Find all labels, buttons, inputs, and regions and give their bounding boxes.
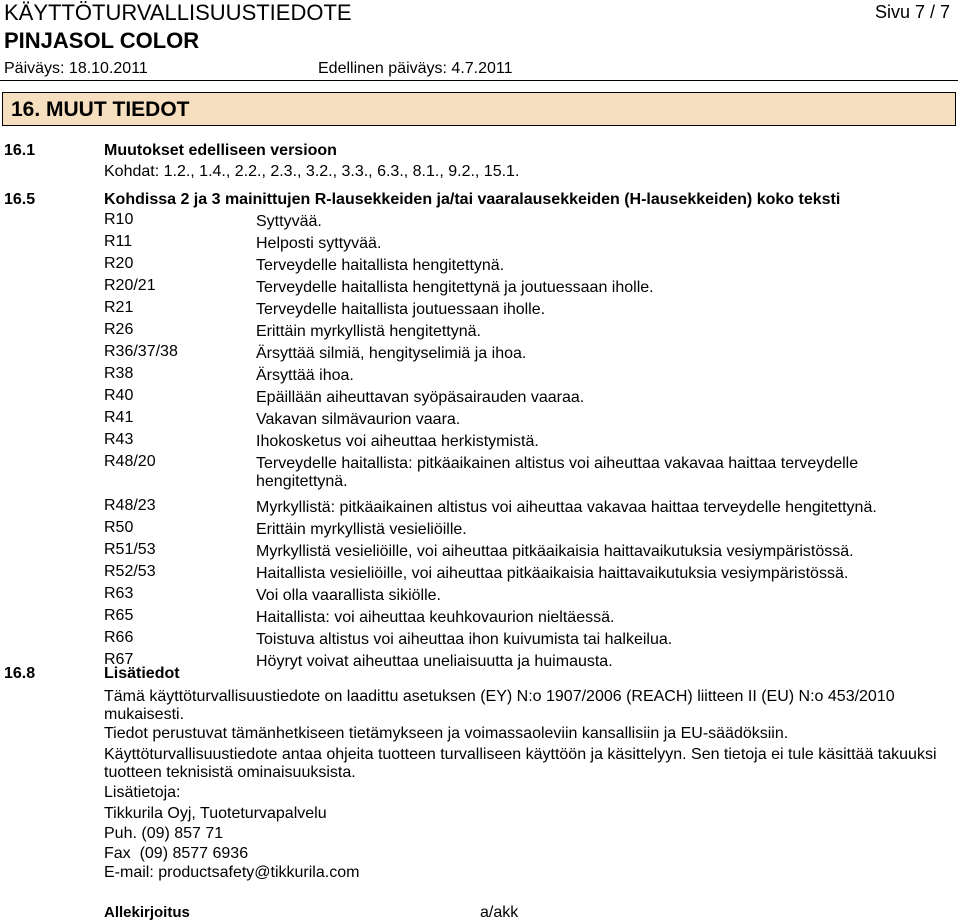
r-phrase-text: Myrkyllistä: pitkäaikainen altistus voi aiheuttaa vakavaa haittaa terveydelle hengitettynä. <box>256 499 877 516</box>
r-phrase-code: R20 <box>104 255 134 272</box>
r-phrase-code: R11 <box>104 233 133 250</box>
signature-label: Allekirjoitus <box>104 904 190 921</box>
r-phrase-code: R41 <box>104 409 134 426</box>
page-number: Sivu 7 / 7 <box>874 2 950 22</box>
r-phrase-code: R10 <box>104 211 134 228</box>
r-phrase-text: Haitallista vesieliöille, voi aiheuttaa pitkäaikaisia haittavaikutuksia vesiympäristössä. <box>256 565 849 582</box>
r-phrase-text: Epäillään aiheuttavan syöpäsairauden vaaraa. <box>256 389 585 406</box>
r-phrase-text: Helposti syttyvää. <box>256 235 382 252</box>
r-phrase-text: Erittäin myrkyllistä hengitettynä. <box>256 323 481 340</box>
contact-label: Lisätietoja: <box>104 784 181 801</box>
r-phrase-code: R36/37/38 <box>104 343 178 360</box>
r-phrase-code: R48/23 <box>104 497 156 514</box>
r-phrase-text: Ihokosketus voi aiheuttaa herkistymistä. <box>256 433 539 450</box>
r-phrase-code: R66 <box>104 629 134 646</box>
r-phrase-code: R38 <box>104 365 134 382</box>
usage-disclaimer: Käyttöturvallisuustiedote antaa ohjeita tuotteen turvalliseen käyttöön ja käsittelyyn. Sen tietoja ei tule käsittää takuuksi tuotteen teknisistä ominaisuuksista. <box>104 746 937 781</box>
document-type: KÄYTTÖTURVALLISUUSTIEDOTE <box>4 0 352 25</box>
r-phrase-text: Erittäin myrkyllistä vesieliöille. <box>256 521 467 538</box>
r-phrase-code: R63 <box>104 585 134 602</box>
r-phrase-text: Vakavan silmävaurion vaara. <box>256 411 461 428</box>
r-phrase-code: R40 <box>104 387 134 404</box>
r-phrase-code: R26 <box>104 321 134 338</box>
knowledge-statement: Tiedot perustuvat tämänhetkiseen tietämykseen ja voimassaoleviin kansallisiin ja EU-säädöksiin. <box>104 725 789 742</box>
section-heading-band <box>2 92 956 126</box>
r-phrase-text: Myrkyllistä vesieliöille, voi aiheuttaa pitkäaikaisia haittavaikutuksia vesiympäristössä. <box>256 543 854 560</box>
r-phrase-code: R48/20 <box>104 453 156 470</box>
section-title: 16. MUUT TIEDOT <box>11 98 190 121</box>
r-phrase-text: Ärsyttää ihoa. <box>256 367 354 384</box>
header-divider <box>0 80 958 81</box>
r-phrase-text: Voi olla vaarallista sikiölle. <box>256 587 441 604</box>
changed-sections: Kohdat: 1.2., 1.4., 2.2., 2.3., 3.2., 3.3., 6.3., 8.1., 9.2., 15.1. <box>104 163 520 180</box>
r-phrase-code: R20/21 <box>104 277 156 294</box>
subsection-title-16-8: Lisätiedot <box>104 665 180 682</box>
r-phrase-text: Haitallista: voi aiheuttaa keuhkovaurion nieltäessä. <box>256 609 615 626</box>
product-name: PINJASOL COLOR <box>4 28 200 53</box>
company-name: Tikkurila Oyj, Tuoteturvapalvelu <box>104 805 327 822</box>
r-phrase-text: Toistuva altistus voi aiheuttaa ihon kuivumista tai halkeilua. <box>256 631 673 648</box>
contact-email[interactable]: E-mail: productsafety@tikkurila.com <box>104 864 360 881</box>
r-phrase-text: Terveydelle haitallista hengitettynä. <box>256 257 505 274</box>
r-phrase-code: R67 <box>104 651 134 668</box>
r-phrase-code: R52/53 <box>104 563 156 580</box>
previous-date: Edellinen päiväys: 4.7.2011 <box>318 60 513 77</box>
subsection-number-16-1: 16.1 <box>4 142 36 159</box>
subsection-title-16-5: Kohdissa 2 ja 3 mainittujen R-lausekkeiden ja/tai vaaralausekkeiden (H-lausekkeiden) koko teksti <box>104 191 841 208</box>
regulation-statement: Tämä käyttöturvallisuustiedote on laadittu asetuksen (EY) N:o 1907/2006 (REACH) liitteen II (EU) N:o 453/2010 mukaisesti. <box>104 688 895 723</box>
r-phrase-text: Terveydelle haitallista: pitkäaikainen altistus voi aiheuttaa vakavaa haittaa terveydelle hengitettynä. <box>256 455 859 490</box>
r-phrase-text: Terveydelle haitallista joutuessaan iholle. <box>256 301 546 318</box>
subsection-number-16-8: 16.8 <box>4 665 36 682</box>
fax-number: Fax (09) 8577 6936 <box>104 845 249 862</box>
issue-date: Päiväys: 18.10.2011 <box>4 60 148 77</box>
r-phrase-text: Ärsyttää silmiä, hengityselimiä ja ihoa. <box>256 345 527 362</box>
r-phrase-code: R21 <box>104 299 134 316</box>
r-phrase-code: R65 <box>104 607 134 624</box>
r-phrase-text: Syttyvää. <box>256 213 322 230</box>
r-phrase-code: R43 <box>104 431 134 448</box>
signature-value: a/akk <box>480 904 519 921</box>
subsection-title-16-1: Muutokset edelliseen versioon <box>104 142 337 159</box>
r-phrase-text: Höyryt voivat aiheuttaa uneliaisuutta ja huimausta. <box>256 653 613 670</box>
r-phrase-code: R50 <box>104 519 134 536</box>
r-phrase-text: Terveydelle haitallista hengitettynä ja joutuessaan iholle. <box>256 279 654 296</box>
subsection-number-16-5: 16.5 <box>4 191 36 208</box>
r-phrase-code: R51/53 <box>104 541 156 558</box>
phone-number: Puh. (09) 857 71 <box>104 825 224 842</box>
